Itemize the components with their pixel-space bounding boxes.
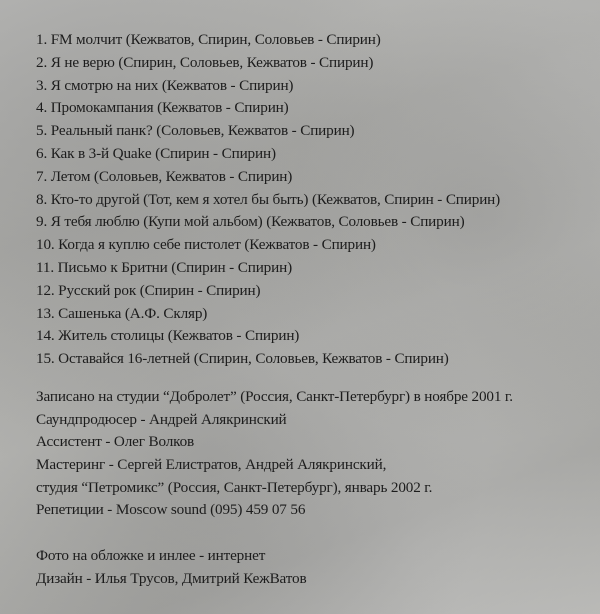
track-item: 5. Реальный панк? (Соловьев, Кежватов - Спирин) (36, 122, 355, 140)
track-item: 3. Я смотрю на них (Кежватов - Спирин) (36, 76, 294, 94)
track-item: 14. Житель столицы (Кежватов - Спирин) (36, 327, 300, 345)
track-item: 2. Я не верю (Спирин, Соловьев, Кежватов - Спирин) (36, 53, 374, 71)
credits-block (36, 386, 513, 590)
mastering-line: Мастеринг - Сергей Елистратов, Андрей Алякринский, (36, 456, 387, 474)
sound-producer-line: Саундпродюсер - Андрей Алякринский (36, 410, 287, 428)
credits-spacer (36, 522, 513, 545)
track-item: 15. Оставайся 16-летней (Спирин, Соловьев, Кежватов - Спирин) (36, 350, 449, 368)
track-item: 7. Летом (Соловьев, Кежватов - Спирин) (36, 167, 293, 185)
track-item: 1. FM молчит (Кежватов, Спирин, Соловьев - Спирин) (36, 31, 381, 48)
track-item: 12. Русский рок (Спирин - Спирин) (36, 281, 261, 299)
track-item: 4. Промокампания (Кежватов - Спирин) (36, 99, 289, 117)
assistant-line: Ассистент - Олег Волков (36, 433, 195, 451)
track-item: 6. Как в 3-й Quake (Спирин - Спирин) (36, 144, 276, 162)
track-item: 13. Сашенька (А.Ф. Скляр) (36, 304, 208, 322)
design-credit-line: Дизайн - Илья Трусов, Дмитрий КежВатов (36, 569, 307, 587)
rehearsals-line: Репетиции - Moscow sound (095) 459 07 56 (36, 501, 306, 519)
track-item: 9. Я тебя люблю (Купи мой альбом) (Кежватов, Соловьев - Спирин) (36, 213, 465, 231)
tracklist (36, 29, 500, 371)
mastering-studio-line: студия “Петромикс” (Россия, Санкт-Петербург), январь 2002 г. (36, 478, 433, 496)
recording-studio-line: Записано на студии “Добролет” (Россия, Санкт-Петербург) в ноябре 2001 г. (36, 388, 513, 405)
track-item: 11. Письмо к Бритни (Спирин - Спирин) (36, 258, 292, 276)
track-item: 10. Когда я куплю себе пистолет (Кежватов - Спирин) (36, 236, 376, 254)
photo-credit-line: Фото на обложке и инлее - интернет (36, 546, 266, 564)
track-item: 8. Кто-то другой (Тот, кем я хотел бы быть) (Кежватов, Спирин - Спирин) (36, 190, 501, 208)
